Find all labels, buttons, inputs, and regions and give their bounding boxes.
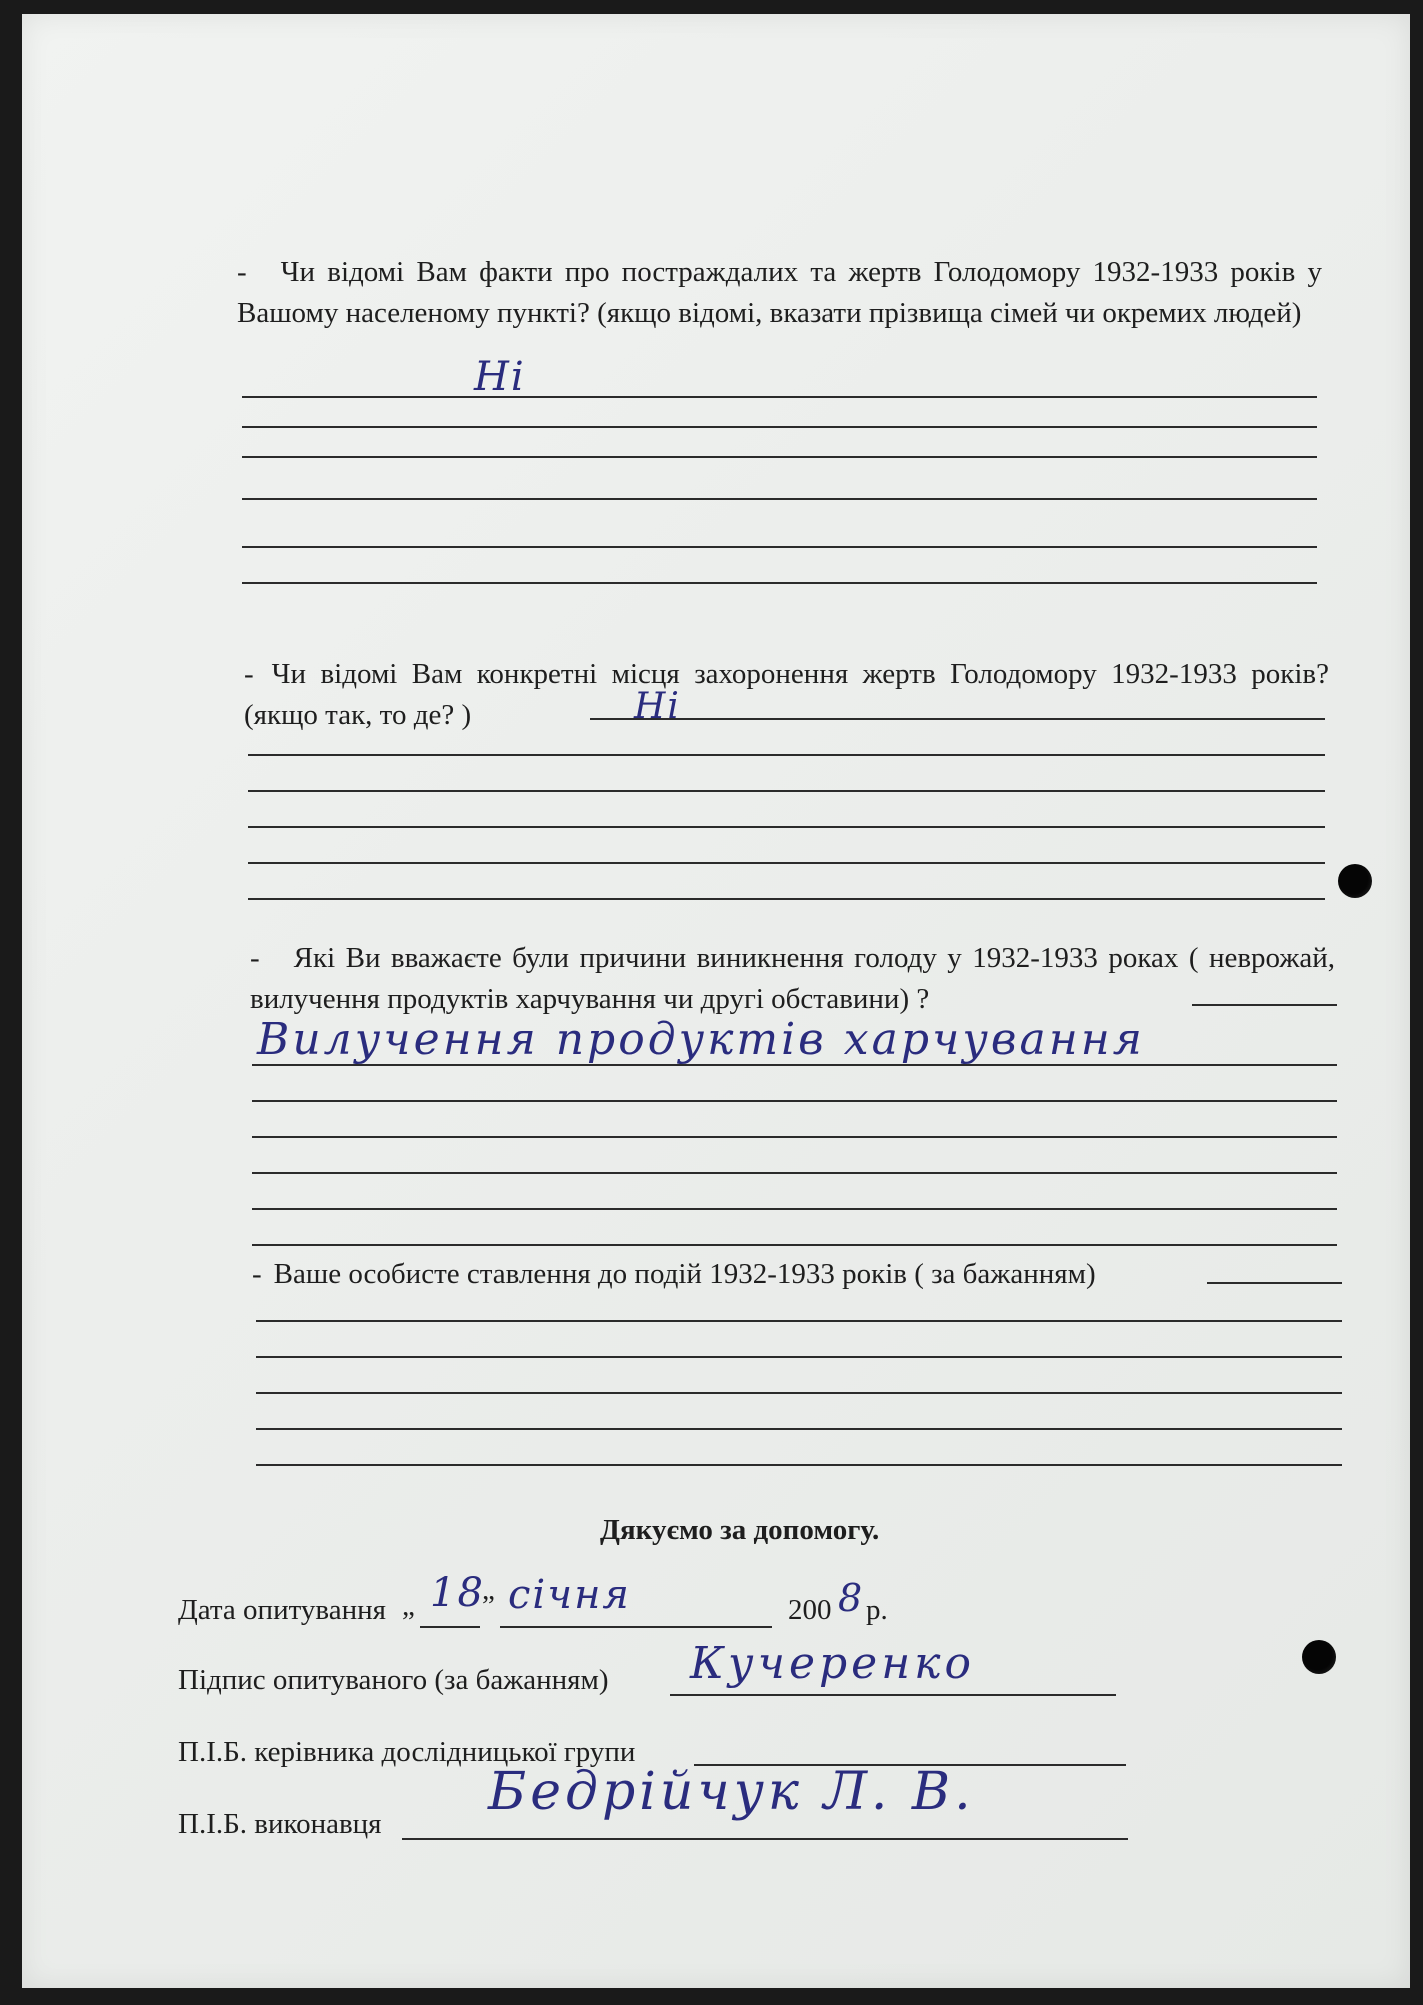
answer-line xyxy=(1207,1282,1342,1284)
bullet-dash: - xyxy=(250,942,260,974)
date-month-line xyxy=(500,1626,772,1628)
answer-line xyxy=(242,456,1317,458)
bullet-dash: - xyxy=(244,658,254,690)
answer-line xyxy=(252,1100,1337,1102)
answer-line xyxy=(242,426,1317,428)
answer-line xyxy=(252,1208,1337,1210)
executor-label: П.І.Б. виконавця xyxy=(178,1808,382,1840)
answer-line xyxy=(248,790,1325,792)
question-1-text: Чи відомі Вам факти про постраждалих та жертв Голодомору 1932-1933 років у Вашому населеному пункті? (якщо відомі, вказати прізвища сімей чи окремих людей) xyxy=(237,256,1322,329)
answer-line xyxy=(242,546,1317,548)
signature-line xyxy=(670,1694,1116,1696)
executor-line xyxy=(402,1838,1128,1840)
date-day: 18 xyxy=(430,1570,485,1616)
answer-line xyxy=(248,898,1325,900)
year-digit: 8 xyxy=(838,1576,865,1620)
question-3 xyxy=(250,938,1335,1020)
answer-line xyxy=(256,1392,1342,1394)
answer-line xyxy=(248,862,1325,864)
answer-line xyxy=(242,396,1317,398)
signature-value: Кучеренко xyxy=(690,1638,975,1689)
questionnaire-page xyxy=(22,14,1410,1988)
answer-line xyxy=(242,498,1317,500)
answer-2: Ні xyxy=(634,686,681,727)
punch-hole-upper xyxy=(1338,864,1372,898)
punch-hole-lower xyxy=(1302,1640,1336,1674)
answer-line xyxy=(256,1464,1342,1466)
thanks-text: Дякуємо за допомогу. xyxy=(600,1514,880,1546)
signature-label: Підпис опитуваного (за бажанням) xyxy=(178,1664,609,1696)
answer-line xyxy=(1192,1004,1337,1006)
answer-line xyxy=(248,754,1325,756)
answer-line xyxy=(252,1244,1337,1246)
date-close-quote: ” xyxy=(482,1590,495,1622)
answer-line xyxy=(252,1064,1337,1066)
date-open-quote: „ xyxy=(402,1590,415,1622)
question-2 xyxy=(244,654,1329,736)
answer-line xyxy=(242,582,1317,584)
question-4 xyxy=(252,1254,1252,1295)
answer-line xyxy=(590,718,1325,720)
date-month: січня xyxy=(508,1572,631,1618)
year-suffix: р. xyxy=(866,1594,888,1626)
question-1 xyxy=(237,252,1322,334)
answer-3: Вилучення продуктів харчування xyxy=(257,1014,1145,1065)
answer-line xyxy=(252,1172,1337,1174)
answer-line xyxy=(256,1356,1342,1358)
answer-line xyxy=(248,826,1325,828)
question-4-text: Ваше особисте ставлення до подій 1932-1933 років ( за бажанням) xyxy=(273,1258,1096,1290)
bullet-dash: - xyxy=(237,256,247,288)
answer-line xyxy=(256,1428,1342,1430)
date-day-line xyxy=(420,1626,480,1628)
leader-label: П.І.Б. керівника дослідницької групи xyxy=(178,1736,636,1768)
answer-line xyxy=(252,1136,1337,1138)
executor-value: Бедрійчук Л. В. xyxy=(488,1762,975,1822)
bullet-dash: - xyxy=(252,1258,262,1290)
answer-line xyxy=(256,1320,1342,1322)
year-prefix: 200 xyxy=(788,1594,832,1626)
question-2-text: Чи відомі Вам конкретні місця захоронення жертв Голодомору 1932-1933 років? (якщо так, то де? ) xyxy=(244,658,1329,731)
answer-1: Ні xyxy=(474,354,526,400)
date-label: Дата опитування xyxy=(178,1594,386,1626)
question-3-text: Які Ви вважаєте були причини виникнення голоду у 1932-1933 роках ( неврожай, вилучення продуктів харчування чи другі обставини) ? xyxy=(250,942,1335,1015)
